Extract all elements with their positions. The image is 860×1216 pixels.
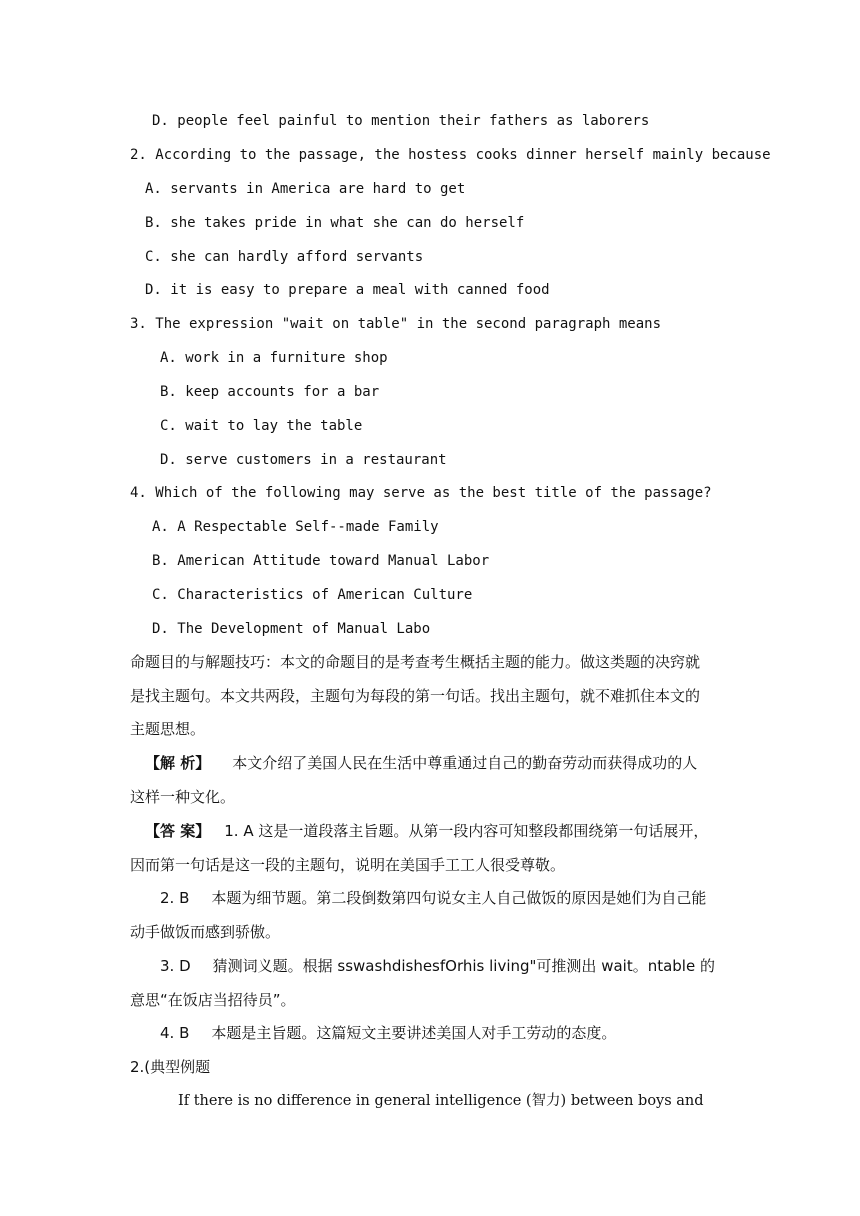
q4-option-c: C. Characteristics of American Culture <box>152 587 473 603</box>
answer-2-paragraph <box>160 888 706 908</box>
q2-option-c: C. she can hardly afford servants <box>145 249 424 265</box>
q2-option-a: A. servants in America are hard to get <box>145 181 466 197</box>
q2-option-b: B. she takes pride in what she can do herself <box>145 215 525 231</box>
q2-option-d: D. it is easy to prepare a meal with canned food <box>145 282 550 298</box>
q4-option-b: B. American Attitude toward Manual Labor <box>152 553 490 569</box>
q4-option-a: A. A Respectable Self--made Family <box>152 519 439 535</box>
answer-4-paragraph <box>160 1023 616 1043</box>
purpose-line-2: 是找主题句。本文共两段，主题句为每段的第一句话。找出主题句，就不难抓住本文的 <box>130 687 701 705</box>
answer-3-number: 3. D <box>160 957 191 975</box>
answer-1-line-2: 因而第一句话是这一段的主题句，说明在美国手工工人很受尊敬。 <box>130 856 566 874</box>
q3-option-a: A. work in a furniture shop <box>160 350 388 366</box>
answer-3-line-1: 猜测词义题。根据 sswashdishesfOrhis living"可推测出 wait。ntable 的 <box>212 957 715 975</box>
analysis-label: 【解 析】 <box>145 754 211 772</box>
answer-4-number: 4. B <box>160 1024 190 1042</box>
answer-1-line-1: 1. A 这是一道段落主旨题。从第一段内容可知整段都围绕第一句话展开， <box>224 822 709 840</box>
answer-4-line-1: 本题是主旨题。这篇短文主要讲述美国人对手工劳动的态度。 <box>211 1024 617 1042</box>
analysis-paragraph <box>145 753 697 773</box>
analysis-line-2: 这样一种文化。 <box>130 788 236 806</box>
purpose-line-1: 命题目的与解题技巧：本文的命题目的是考查考生概括主题的能力。做这类题的决窍就 <box>130 653 701 671</box>
purpose-line-3: 主题思想。 <box>130 720 206 738</box>
answer-3-line-2: 意思“在饭店当招待员”。 <box>130 991 296 1009</box>
example-line-1: If there is no difference in general intelligence (智力) between boys and <box>178 1093 704 1109</box>
answer-2-line-1: 本题为细节题。第二段倒数第四句说女主人自己做饭的原因是她们为自己能 <box>211 889 707 907</box>
answer-2-line-2: 动手做饭而感到骄傲。 <box>130 923 281 941</box>
q3-option-c: C. wait to lay the table <box>160 418 363 434</box>
example-heading: 2.(典型例题 <box>130 1058 211 1076</box>
q3-option-d: D. serve customers in a restaurant <box>160 452 447 468</box>
answer-2-number: 2. B <box>160 889 190 907</box>
answers-label: 【答 案】 <box>145 822 211 840</box>
q3-option-b: B. keep accounts for a bar <box>160 384 380 400</box>
q3-stem: 3. The expression "wait on table" in the second paragraph means <box>130 316 662 332</box>
q4-stem: 4. Which of the following may serve as the best title of the passage? <box>130 485 712 501</box>
q2-stem: 2. According to the passage, the hostess cooks dinner herself mainly because <box>130 147 771 163</box>
analysis-line-1: 本文介绍了美国人民在生活中尊重通过自己的勤奋劳动而获得成功的人 <box>232 754 698 772</box>
answer-3-paragraph <box>160 956 715 976</box>
answer-1-paragraph <box>145 821 708 841</box>
q1-option-d: D. people feel painful to mention their fathers as laborers <box>152 113 650 129</box>
q4-option-d: D. The Development of Manual Labo <box>152 621 431 637</box>
